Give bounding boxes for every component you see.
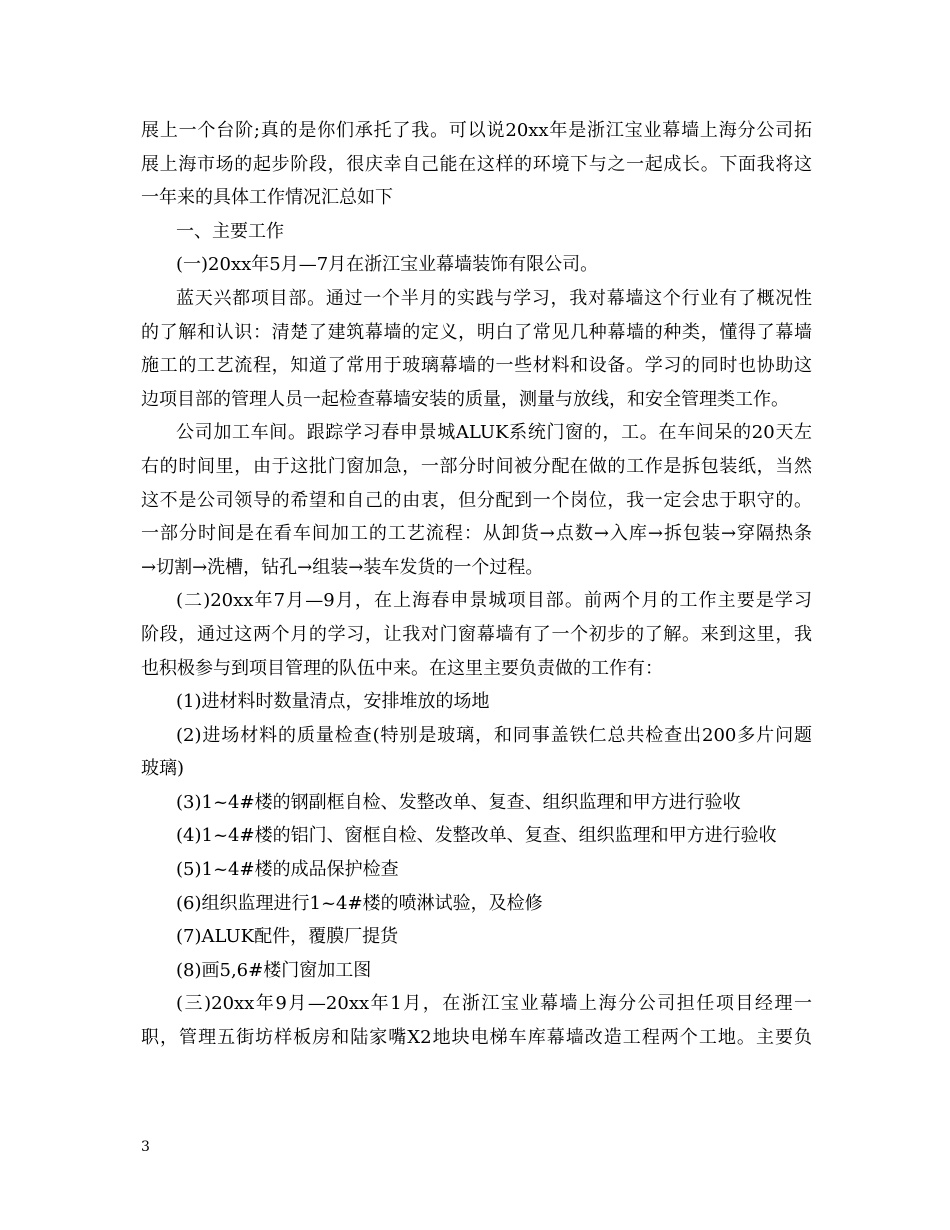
- paragraph-line: 一部分时间是在看车间加工的工艺流程：从卸货→点数→入库→拆包装→穿隔热条: [141, 523, 812, 545]
- subsection-heading: (二)20xx年7月—9月，在上海春申景城项目部。前两个月的工作主要是学习: [176, 590, 812, 612]
- paragraph-line: 这不是公司领导的希望和自己的由衷，但分配到一个岗位，我一定会忠于职守的。: [141, 489, 812, 511]
- paragraph-line: 展上海市场的起步阶段，很庆幸自己能在这样的环境下与之一起成长。下面我将这: [141, 153, 812, 175]
- paragraph-line: 展上一个台阶;真的是你们承托了我。可以说20xx年是浙江宝业幕墙上海分公司拓: [141, 120, 812, 141]
- subsection-heading: (三)20xx年9月—20xx年1月，在浙江宝业幕墙上海分公司担任项目经理一: [176, 993, 812, 1015]
- list-item: (6)组织监理进行1~4#楼的喷淋试验，及检修: [176, 892, 543, 914]
- paragraph-line: →切割→洗槽，钻孔→组装→装车发货的一个过程。: [141, 556, 544, 578]
- section-heading: 一、主要工作: [176, 220, 284, 242]
- paragraph-line: 施工的工艺流程，知道了常用于玻璃幕墙的一些材料和设备。学习的同时也协助这: [141, 355, 812, 377]
- list-item: (2)进场材料的质量检查(特别是玻璃，和同事盖铁仁总共检查出200多片问题: [176, 724, 812, 746]
- list-item: (4)1~4#楼的铝门、窗框自检、发整改单、复查、组织监理和甲方进行验收: [176, 825, 777, 847]
- page-number: 3: [141, 1139, 150, 1155]
- paragraph-line: 的了解和认识：清楚了建筑幕墙的定义，明白了常见几种幕墙的种类，懂得了幕墙: [141, 321, 812, 343]
- paragraph-line: 也积极参与到项目管理的队伍中来。在这里主要负责做的工作有：: [141, 657, 663, 679]
- list-item: (7)ALUK配件，覆膜厂提货: [176, 926, 399, 948]
- paragraph-line: 阶段，通过这两个月的学习，让我对门窗幕墙有了一个初步的了解。来到这里，我: [141, 623, 812, 645]
- paragraph-line: 公司加工车间。跟踪学习春申景城ALUK系统门窗的，工。在车间呆的20天左: [176, 422, 812, 444]
- list-item: (5)1~4#楼的成品保护检查: [176, 859, 399, 881]
- paragraph-line: 边项目部的管理人员一起检查幕墙安装的质量，测量与放线，和安全管理类工作。: [141, 388, 789, 410]
- document-body: [141, 114, 812, 1055]
- list-item: (3)1~4#楼的钢副框自检、发整改单、复查、组织监理和甲方进行验收: [176, 791, 741, 813]
- list-item-continuation: 玻璃): [141, 758, 185, 780]
- paragraph-line: 职，管理五街坊样板房和陆家嘴X2地块电梯车库幕墙改造工程两个工地。主要负: [141, 1027, 812, 1049]
- paragraph-line: 右的时间里，由于这批门窗加急，一部分时间被分配在做的工作是拆包装纸，当然: [141, 455, 812, 477]
- list-item: (1)进材料时数量清点，安排堆放的场地: [176, 691, 490, 713]
- paragraph-line: 蓝天兴都项目部。通过一个半月的实践与学习，我对幕墙这个行业有了概况性: [176, 287, 812, 309]
- subsection-heading: (一)20xx年5月—7月在浙江宝业幕墙装饰有限公司。: [176, 254, 599, 276]
- paragraph-line: 一年来的具体工作情况汇总如下: [141, 187, 393, 209]
- list-item: (8)画5,6#楼门窗加工图: [176, 959, 372, 981]
